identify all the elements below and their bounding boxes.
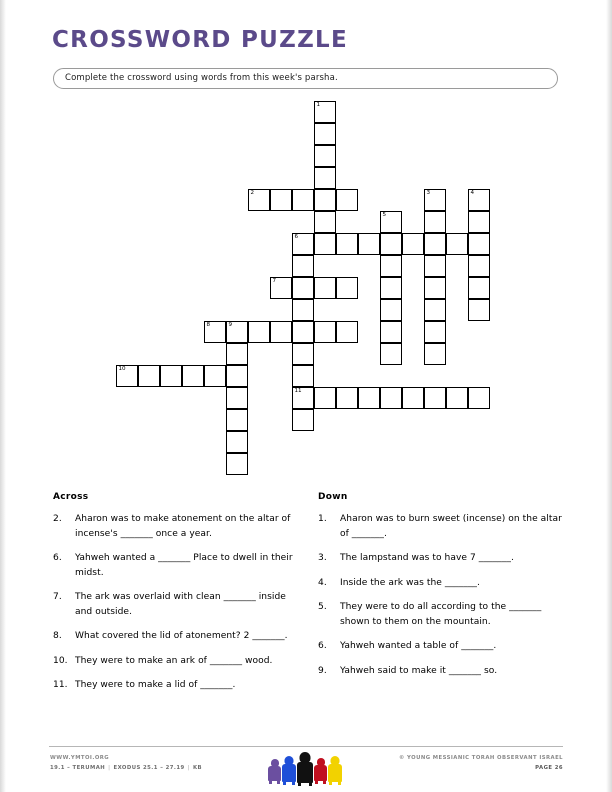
logo-figure-leg-right	[338, 780, 341, 785]
crossword-cell[interactable]	[358, 233, 380, 255]
crossword-cell[interactable]	[424, 387, 446, 409]
crossword-cell[interactable]	[292, 255, 314, 277]
crossword-cell[interactable]	[314, 167, 336, 189]
logo-figure-leg-left	[329, 780, 332, 785]
footer-separator-1: |	[108, 765, 111, 771]
crossword-cell[interactable]	[380, 387, 402, 409]
clue-number: 2.	[53, 514, 62, 524]
crossword-cell[interactable]	[314, 233, 336, 255]
clue-text: Yahweh wanted a table of _______.	[340, 641, 497, 651]
footer-website[interactable]: WWW.YMTOI.ORG	[50, 755, 110, 761]
logo-figure-body	[297, 762, 313, 783]
crossword-cell[interactable]	[248, 189, 270, 211]
clue-item	[318, 639, 566, 654]
clue-number: 4.	[318, 577, 327, 588]
crossword-cell[interactable]	[424, 189, 446, 211]
crossword-cell[interactable]	[314, 211, 336, 233]
logo-figure-leg-left	[315, 779, 318, 784]
clue-item	[53, 629, 301, 644]
cell-number: 1	[316, 102, 321, 108]
logo-figure	[268, 759, 281, 784]
footer-divider	[49, 746, 563, 747]
clue-item	[53, 654, 301, 669]
crossword-cell[interactable]	[226, 321, 248, 343]
crossword-cell[interactable]	[292, 321, 314, 343]
crossword-cell[interactable]	[226, 387, 248, 409]
clue-text: The lampstand was to have 7 _______.	[340, 553, 514, 563]
crossword-cell[interactable]	[292, 343, 314, 365]
crossword-cell[interactable]	[336, 321, 358, 343]
logo-figure-leg-right	[277, 779, 280, 784]
clue-number: 3.	[318, 553, 327, 563]
crossword-cell[interactable]	[402, 233, 424, 255]
footer-reference	[50, 763, 202, 773]
crossword-cell[interactable]	[138, 365, 160, 387]
footer-code: KB	[193, 765, 203, 771]
cell-number: 5	[382, 212, 387, 218]
crossword-cell[interactable]	[182, 365, 204, 387]
cell-number: 4	[470, 190, 475, 196]
logo-figure	[314, 758, 327, 784]
clue-number: 11.	[53, 680, 68, 690]
instruction-text: Complete the crossword using words from this week's parsha.	[65, 73, 338, 83]
crossword-cell[interactable]	[226, 453, 248, 475]
crossword-cell[interactable]	[226, 343, 248, 365]
logo-figure-leg-left	[283, 780, 286, 785]
crossword-cell[interactable]	[292, 299, 314, 321]
crossword-cell[interactable]	[314, 145, 336, 167]
crossword-cell[interactable]	[292, 409, 314, 431]
crossword-cell[interactable]	[446, 387, 468, 409]
crossword-cell[interactable]	[292, 233, 314, 255]
clue-item	[318, 600, 566, 629]
cell-number: 8	[206, 322, 211, 328]
crossword-cell[interactable]	[424, 211, 446, 233]
crossword-cell[interactable]	[248, 321, 270, 343]
clue-text: They were to make a lid of _______.	[75, 680, 236, 690]
crossword-cell[interactable]	[468, 233, 490, 255]
crossword-cell[interactable]	[204, 365, 226, 387]
logo-figure-leg-left	[269, 779, 272, 784]
footer-portion: 19.1 – TERUMAH	[50, 765, 106, 771]
footer-copyright: © YOUNG MESSIANIC TORAH OBSERVANT ISRAEL	[398, 755, 563, 761]
clue-text: Yahweh wanted a _______ Place to dwell in their midst.	[75, 553, 293, 578]
crossword-cell[interactable]	[226, 409, 248, 431]
cell-number: 10	[118, 366, 126, 372]
crossword-cell[interactable]	[424, 299, 446, 321]
crossword-cell[interactable]	[314, 189, 336, 211]
crossword-cell[interactable]	[380, 233, 402, 255]
crossword-cell[interactable]	[292, 387, 314, 409]
crossword-cell[interactable]	[468, 299, 490, 321]
footer-scripture: EXODUS 25.1 – 27.19	[113, 765, 185, 771]
crossword-cell[interactable]	[468, 211, 490, 233]
clue-text: Inside the ark was the _______.	[340, 577, 480, 588]
clue-item	[318, 664, 566, 679]
crossword-cell[interactable]	[358, 387, 380, 409]
crossword-cell[interactable]	[292, 277, 314, 299]
crossword-cell[interactable]	[336, 277, 358, 299]
clue-item	[53, 590, 301, 619]
footer-separator-2: |	[187, 765, 190, 771]
crossword-cell[interactable]	[424, 343, 446, 365]
clue-item	[53, 512, 301, 541]
crossword-cell[interactable]	[270, 321, 292, 343]
clue-item	[53, 551, 301, 580]
footer-left-block	[50, 753, 202, 773]
clue-text: Aharon was to burn sweet (incense) on the altar of _______.	[340, 514, 562, 539]
cell-number: 11	[294, 388, 302, 394]
down-heading: Down	[318, 492, 348, 502]
clue-number: 9.	[318, 665, 327, 676]
clue-item	[53, 678, 301, 693]
crossword-cell[interactable]	[314, 101, 336, 123]
crossword-cell[interactable]	[424, 233, 446, 255]
clue-item	[318, 551, 566, 566]
crossword-cell[interactable]	[226, 365, 248, 387]
logo-figure-leg-right	[323, 779, 326, 784]
cell-number: 3	[426, 190, 431, 196]
clue-number: 7.	[53, 592, 62, 602]
cell-number: 9	[228, 322, 233, 328]
down-clue-list	[318, 512, 566, 688]
clue-number: 10.	[53, 655, 68, 666]
crossword-cell[interactable]	[226, 431, 248, 453]
logo-figure-leg-right	[309, 781, 312, 786]
cell-number: 6	[294, 234, 299, 240]
logo-figure	[328, 756, 342, 785]
clue-number: 5.	[318, 602, 327, 612]
crossword-cell[interactable]	[380, 277, 402, 299]
clue-text: The ark was overlaid with clean _______ inside and outside.	[75, 592, 286, 617]
crossword-cell[interactable]	[336, 189, 358, 211]
crossword-cell[interactable]	[424, 321, 446, 343]
clue-text: Aharon was to make atonement on the altar of incense's _______ once a year.	[75, 514, 291, 539]
ymtoi-logo	[268, 750, 348, 786]
crossword-cell[interactable]	[336, 233, 358, 255]
crossword-cell[interactable]	[314, 387, 336, 409]
crossword-cell[interactable]	[402, 387, 424, 409]
crossword-cell[interactable]	[380, 299, 402, 321]
crossword-cell[interactable]	[380, 211, 402, 233]
clue-text: What covered the lid of atonement? 2 _______.	[75, 631, 288, 641]
crossword-cell[interactable]	[292, 189, 314, 211]
crossword-cell[interactable]	[424, 277, 446, 299]
crossword-cell[interactable]	[314, 123, 336, 145]
crossword-cell[interactable]	[314, 277, 336, 299]
clue-number: 6.	[53, 553, 62, 563]
cell-number: 2	[250, 190, 255, 196]
crossword-cell[interactable]	[314, 321, 336, 343]
crossword-cell[interactable]	[380, 321, 402, 343]
clue-text: They were to do all according to the _______ shown to them on the mountain.	[340, 602, 542, 627]
clue-text: Yahweh said to make it _______ so.	[340, 665, 498, 676]
crossword-cell[interactable]	[468, 255, 490, 277]
clue-text: They were to make an ark of _______ wood.	[75, 655, 273, 666]
crossword-cell[interactable]	[468, 189, 490, 211]
across-heading: Across	[53, 492, 89, 502]
logo-figure-leg-left	[298, 781, 301, 786]
crossword-cell[interactable]	[446, 233, 468, 255]
crossword-cell[interactable]	[380, 255, 402, 277]
crossword-cell[interactable]	[116, 365, 138, 387]
cell-number: 7	[272, 278, 277, 284]
logo-figure	[297, 752, 313, 786]
crossword-cell[interactable]	[204, 321, 226, 343]
clue-item	[318, 512, 566, 541]
crossword-cell[interactable]	[292, 365, 314, 387]
across-clue-list	[53, 512, 301, 703]
logo-figure-leg-right	[292, 780, 295, 785]
footer-right-block	[399, 753, 563, 773]
clue-number: 1.	[318, 514, 327, 524]
footer-page-number: PAGE 26	[535, 765, 563, 771]
crossword-cell[interactable]	[380, 343, 402, 365]
crossword-cell[interactable]	[270, 189, 292, 211]
clue-number: 6.	[318, 641, 327, 651]
crossword-cell[interactable]	[336, 387, 358, 409]
clue-number: 8.	[53, 631, 62, 641]
crossword-cell[interactable]	[468, 277, 490, 299]
crossword-cell[interactable]	[424, 255, 446, 277]
crossword-cell[interactable]	[160, 365, 182, 387]
crossword-cell[interactable]	[468, 387, 490, 409]
clue-item	[318, 576, 566, 591]
page-title: CROSSWORD PUZZLE	[52, 27, 349, 53]
crossword-cell[interactable]	[270, 277, 292, 299]
logo-figure	[282, 756, 296, 785]
